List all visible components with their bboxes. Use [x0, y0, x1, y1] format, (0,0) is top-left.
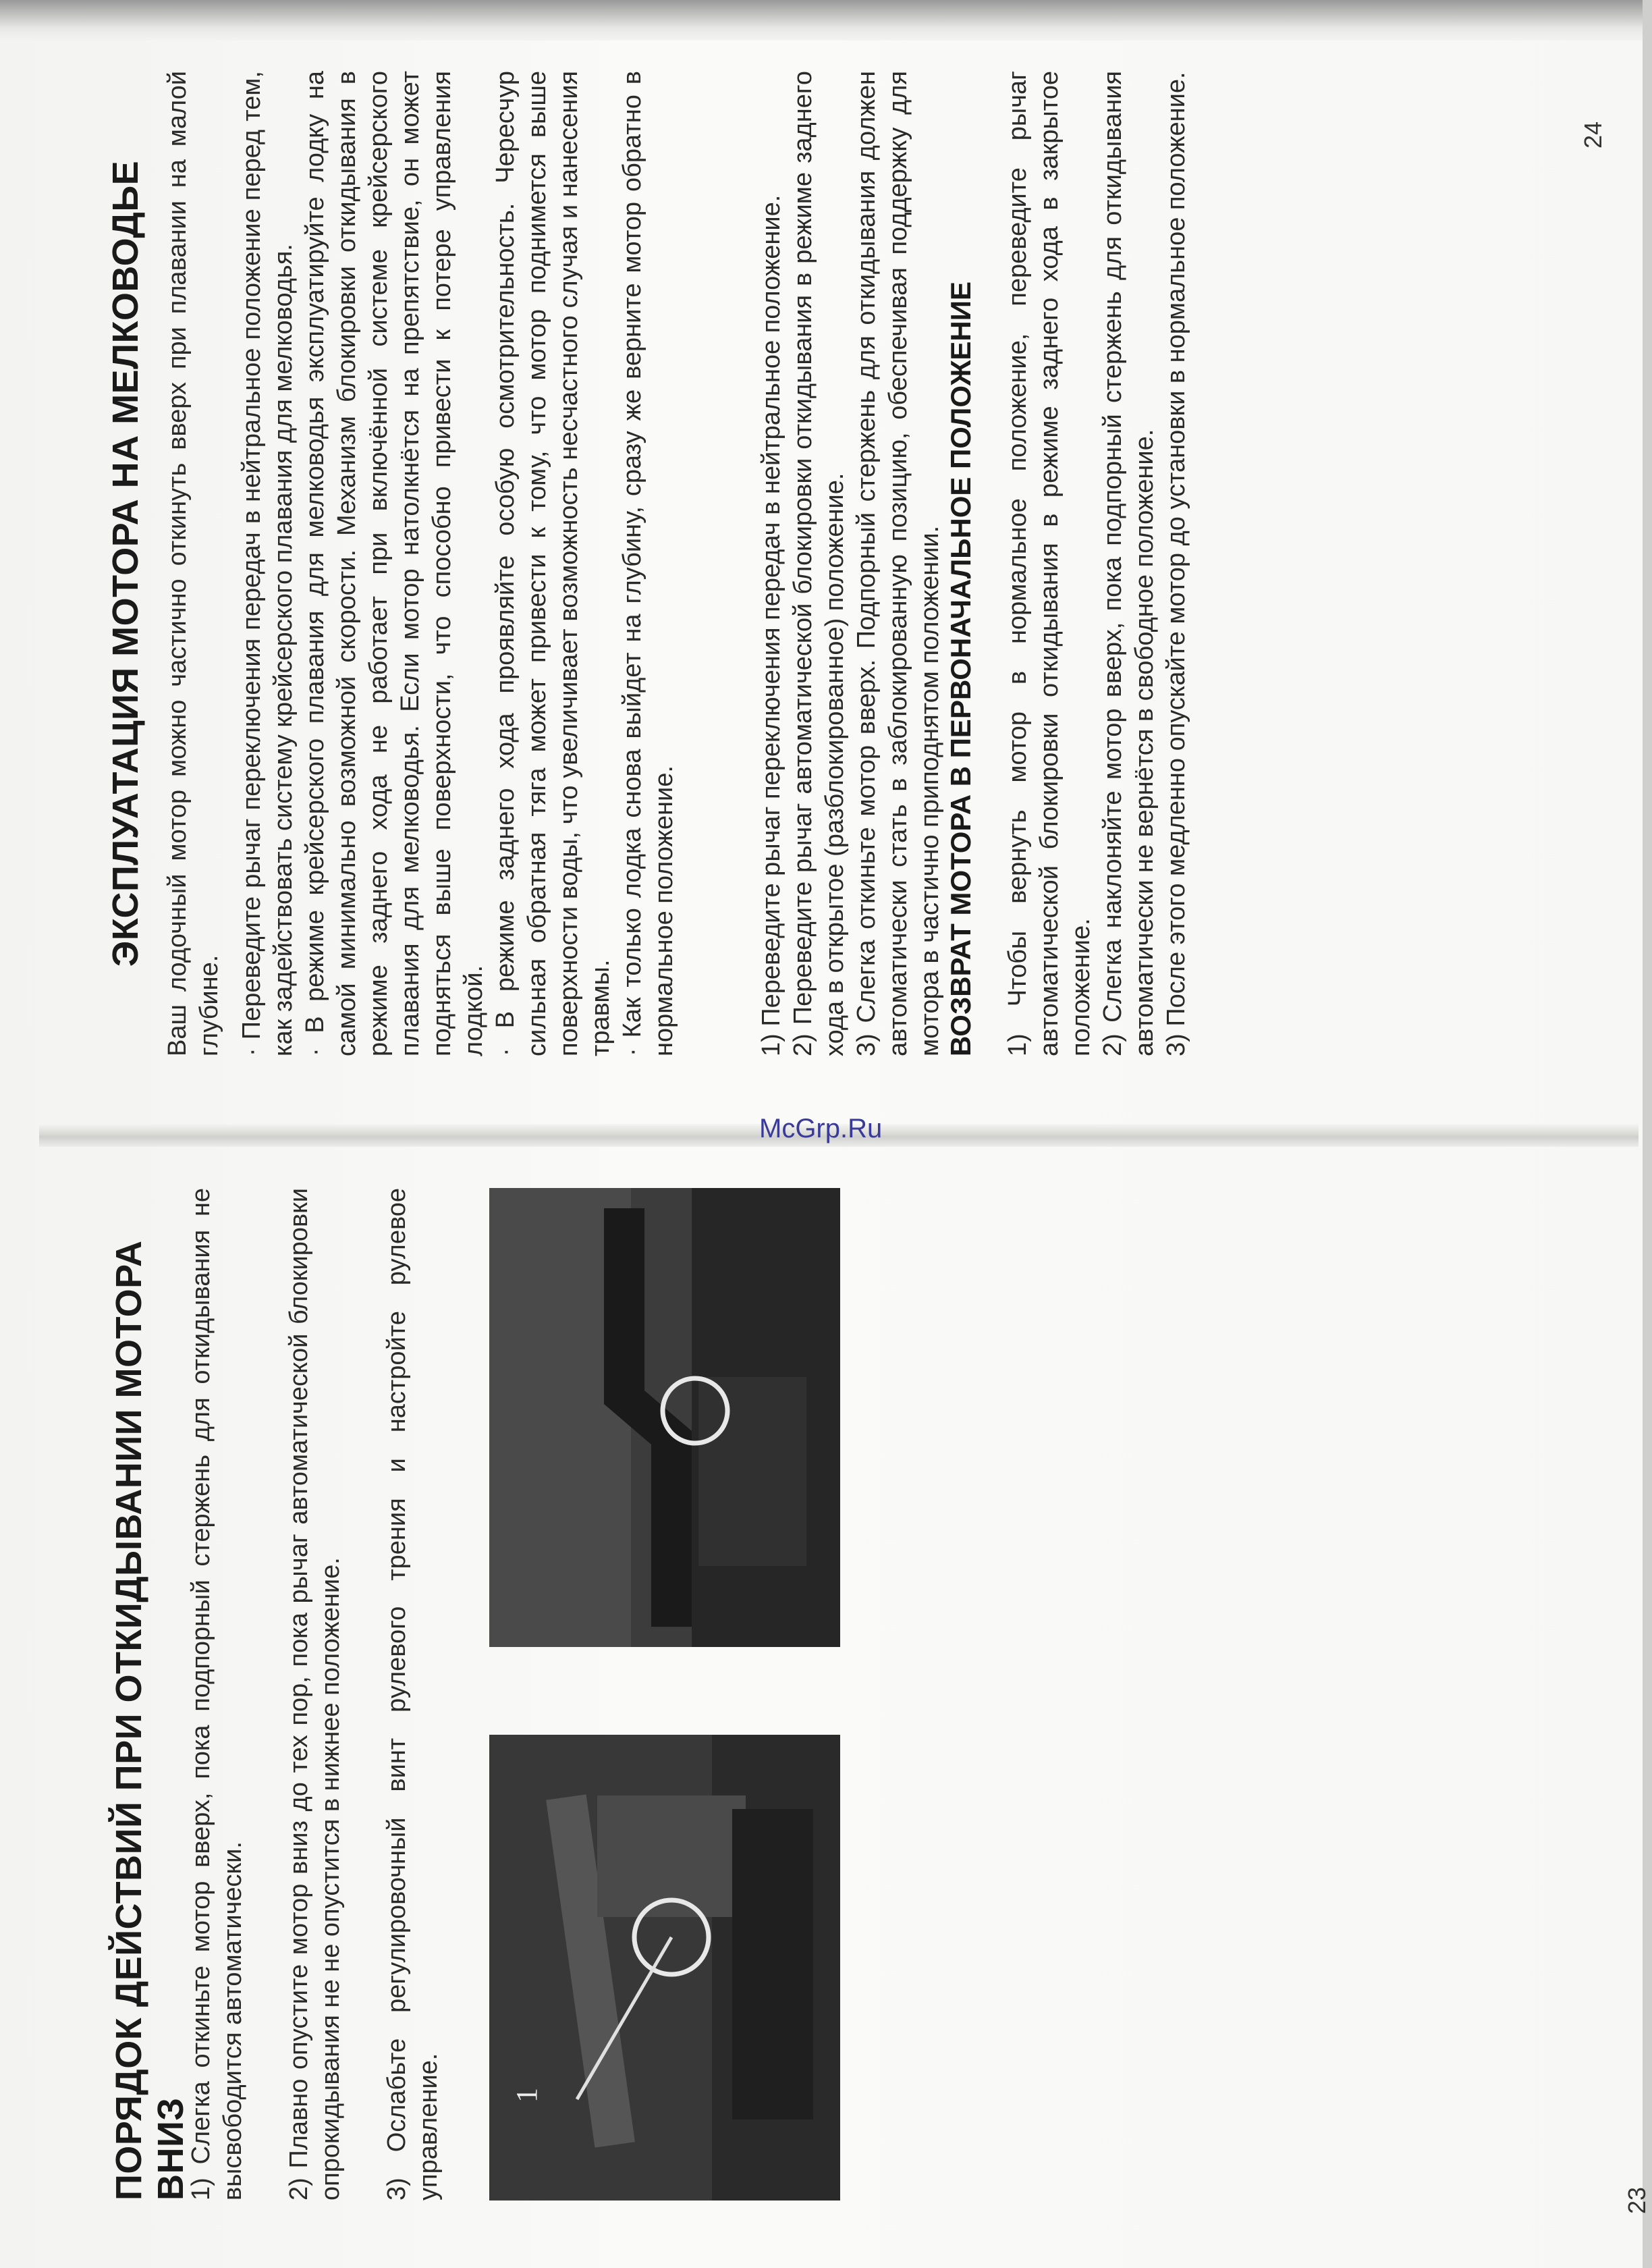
page-24-return-step-3: 3) После этого медленно опускайте мотор до установки в нормальное положение. — [1162, 72, 1190, 1056]
page-23-title: ПОРЯДОК ДЕЙСТВИЙ ПРИ ОТКИДЫВАНИИ МОТОРА ВНИЗ — [109, 1240, 191, 2200]
photo-tilt-lever — [489, 1735, 840, 2200]
page-24-bullet-3: · В режиме заднего хода проявляйте особую осмотрительность. Чересчур сильная обратная тяга может привести к тому, что мотор поднимется выше поверхности воды, что увеличивает возможность несчастного случая и нанесения травмы. — [491, 71, 615, 1056]
page-24-return-step-1: 1) Чтобы вернуть мотор в нормальное положение, переведите рычаг автоматической блокировки откидывания в режиме заднего хода в закрытое положение. — [1003, 71, 1095, 1056]
page-23-step-1: 1) Слегка откиньте мотор вверх, пока подпорный стержень для откидывания не высвободится автоматически. — [187, 1188, 247, 2200]
page-24-bullet-2: · В режиме крейсерского плавания для мелководья эксплуатируйте лодку на самой минимально возможной скорости. Механизм блокировки откидывания в режиме заднего хода не работает при включённой системе крейсерского плавания для мелководья. Если мотор натолкнётся на препятствие, он может подняться выше поверхности, что способно привести к потере управления лодкой. — [301, 71, 488, 1056]
page-23 — [94, 1174, 1652, 2228]
page-24-subtitle: ВОЗВРАТ МОТОРА В ПЕРВОНАЧАЛЬНОЕ ПОЛОЖЕНИЕ — [945, 281, 976, 1056]
page-24-return-step-2: 2) Слегка наклоняйте мотор вверх, пока подпорный стержень для откидывания автоматически не вернётся в свободное положение. — [1099, 71, 1159, 1056]
page-24-bullet-4: · Как только лодка снова выйдет на глубину, сразу же верните мотор обратно в нормальное положение. — [618, 71, 678, 1056]
page-24-step-3: 3) Слегка откиньте мотор вверх. Подпорный стержень для откидывания должен автоматически стать в заблокированную позицию, обеспечивая поддержку для мотора в частично приподнятом положении. — [852, 71, 944, 1056]
page-24-title: ЭКСПЛУАТАЦИЯ МОТОРА НА МЕЛКОВОДЬЕ — [105, 160, 146, 967]
photo-callout-label: 1 — [510, 2088, 543, 2103]
page-24-step-1: 1) Переведите рычаг переключения передач в нейтральное положение. — [757, 194, 786, 1056]
page-23-step-3: 3) Ослабьте регулировочный винт рулевого трения и настройте рулевое управление. — [383, 1188, 443, 2200]
page-24-step-2: 2) Переведите рычаг автоматической блокировки откидывания в режиме заднего хода в открытое (разблокированное) положение. — [789, 71, 849, 1056]
page-23-step-2: 2) Плавно опустите мотор вниз до тех пор, пока рычаг автоматической блокировки опрокидывания не не опустится в нижнее положение. — [285, 1188, 345, 2200]
photo-tilt-bracket — [489, 1188, 840, 1647]
watermark: McGrp.Ru — [759, 1114, 883, 1143]
page-24-intro: Ваш лодочный мотор можно частично откинуть вверх при плавании на малой глубине. — [163, 71, 223, 1056]
page-24 — [94, 34, 1652, 1087]
page-number-24: 24 — [1579, 121, 1607, 148]
page-24-bullet-1: · Переведите рычаг переключения передач в нейтральное положение перед тем, как задействовать систему крейсерского плавания для мелководья. — [238, 71, 298, 1056]
page-number-23: 23 — [1623, 2186, 1651, 2214]
